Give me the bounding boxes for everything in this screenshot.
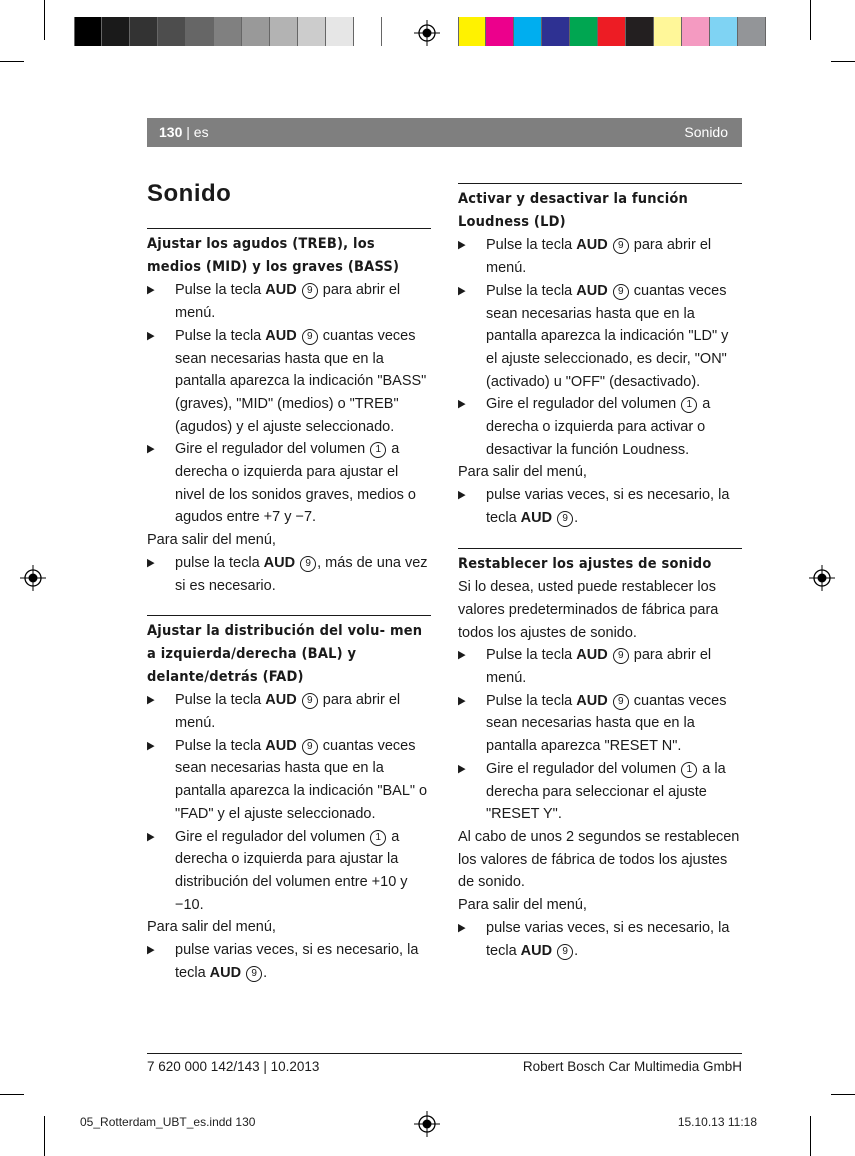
exit-text: Para salir del menú, [147, 919, 276, 936]
color-swatch [158, 17, 186, 46]
crop-mark [810, 0, 811, 40]
key-number-badge: 9 [613, 284, 629, 300]
exit-text: Para salir del menú, [147, 532, 276, 549]
exit-text: Para salir del menú, [458, 897, 587, 914]
color-swatch [74, 17, 102, 46]
key-number-badge: 1 [370, 830, 386, 846]
gray-color-bar [74, 17, 382, 46]
triangle-right-icon: ▶ [147, 443, 155, 456]
intro-text: Si lo desea, usted puede restablecer los valores predeterminados de fábrica para todos los ajustes de sonido. [458, 579, 719, 641]
triangle-right-icon: ▶ [147, 329, 155, 342]
triangle-right-icon: ▶ [458, 921, 466, 934]
key-number-badge: 9 [302, 693, 318, 709]
color-swatch [102, 17, 130, 46]
color-swatch [570, 17, 598, 46]
color-swatch [214, 17, 242, 46]
note-text: Al cabo de unos 2 segundos se restablecen los valores de fábrica de todos los ajustes de sonido. [458, 828, 740, 891]
crop-mark [44, 0, 45, 40]
list-item: ▶ Pulse la tecla AUD 9 cuantas veces sean necesarias hasta que en la pantalla aparezca "RESET N". [458, 690, 742, 758]
key-number-badge: 9 [613, 238, 629, 254]
registration-mark-icon [809, 565, 835, 591]
color-swatch [654, 17, 682, 46]
key-number-badge: 1 [681, 397, 697, 413]
section-heading: Ajustar la distribución del volu- men a izquierda/derecha (BAL) y delante/detrás (FAD) [147, 623, 423, 685]
triangle-right-icon: ▶ [458, 694, 466, 707]
triangle-right-icon: ▶ [458, 762, 466, 775]
key-number-badge: 9 [302, 283, 318, 299]
key-number-badge: 9 [613, 694, 629, 710]
color-swatch [186, 17, 214, 46]
list-item: ▶ Pulse la tecla AUD 9 para abrir el menú. [458, 234, 742, 279]
triangle-right-icon: ▶ [458, 239, 466, 252]
triangle-right-icon: ▶ [147, 556, 155, 569]
crop-mark [831, 61, 855, 62]
company-name: Robert Bosch Car Multimedia GmbH [522, 1059, 742, 1074]
list-item: ▶ Gire el regulador del volumen 1 a derecha o izquierda para activar o desactivar la función Loudness. [458, 393, 742, 461]
list-item: ▶ Pulse la tecla AUD 9 cuantas veces sean necesarias hasta que en la pantalla aparezca la indicación "LD" y el ajuste seleccionado, es decir, "ON" (activado) u "OFF" (desactivado). [458, 280, 742, 394]
triangle-right-icon: ▶ [458, 398, 466, 411]
crop-mark [0, 61, 24, 62]
left-column [147, 228, 431, 1003]
page-header-bar [147, 118, 742, 147]
section-reset [458, 548, 742, 963]
triangle-right-icon: ▶ [147, 739, 155, 752]
doc-number: 7 620 000 142/143 | 10.2013 [147, 1059, 320, 1074]
list-item: ▶ pulse varias veces, si es necesario, la tecla AUD 9 . [147, 939, 431, 984]
crop-mark [44, 1116, 45, 1156]
triangle-right-icon: ▶ [458, 489, 466, 502]
key-number-badge: 9 [557, 511, 573, 527]
registration-mark-icon [414, 1111, 440, 1137]
color-swatch [130, 17, 158, 46]
crop-mark [831, 1094, 855, 1095]
triangle-right-icon: ▶ [147, 944, 155, 957]
footer-rule [147, 1053, 742, 1054]
list-item: ▶ Pulse la tecla AUD 9 para abrir el menú. [147, 689, 431, 734]
key-number-badge: 9 [300, 556, 316, 572]
list-item: ▶ pulse la tecla AUD 9 , más de una vez si es necesario. [147, 552, 431, 597]
key-number-badge: 9 [613, 648, 629, 664]
list-item: ▶ Gire el regulador del volumen 1 a derecha o izquierda para ajustar la distribución del volumen entre +10 y −10. [147, 826, 431, 917]
section-heading: Activar y desactivar la función Loudness (LD) [458, 191, 689, 230]
list-item: ▶ Pulse la tecla AUD 9 para abrir el menú. [458, 644, 742, 689]
process-color-bar [458, 17, 766, 46]
list-item: ▶ pulse varias veces, si es necesario, la tecla AUD 9 . [458, 484, 742, 529]
list-item: ▶ Pulse la tecla AUD 9 cuantas veces sean necesarias hasta que en la pantalla aparezca la indicación "BAL" o "FAD" y el ajuste seleccionado. [147, 735, 431, 826]
color-swatch [326, 17, 354, 46]
page-number: 130 | es [159, 124, 209, 140]
section-name: Sonido [684, 124, 728, 140]
color-swatch [682, 17, 710, 46]
list-item: ▶ Pulse la tecla AUD 9 cuantas veces sean necesarias hasta que en la pantalla aparezca la indicación "BASS" (graves), "MID" (medios) o "TREB" (agudos) y el ajuste seleccionado. [147, 325, 431, 439]
page-title: Sonido [147, 180, 232, 207]
key-number-badge: 1 [681, 762, 697, 778]
right-column [458, 183, 742, 980]
section-balance-fader [147, 615, 431, 984]
key-number-badge: 9 [302, 739, 318, 755]
color-swatch [270, 17, 298, 46]
language-code: es [193, 124, 209, 140]
color-swatch [354, 17, 382, 46]
exit-text: Para salir del menú, [458, 464, 587, 481]
color-swatch [598, 17, 626, 46]
color-swatch [486, 17, 514, 46]
section-treble-mid-bass [147, 228, 431, 597]
key-number-badge: 9 [302, 329, 318, 345]
color-swatch [458, 17, 486, 46]
color-swatch [738, 17, 766, 46]
key-number-badge: 9 [246, 966, 262, 982]
triangle-right-icon: ▶ [458, 284, 466, 297]
key-number-badge: 9 [557, 944, 573, 960]
slug-datetime: 15.10.13 11:18 [677, 1115, 757, 1129]
color-swatch [710, 17, 738, 46]
list-item: ▶ Gire el regulador del volumen 1 a la derecha para seleccionar el ajuste "RESET Y". [458, 758, 742, 826]
registration-mark-icon [414, 20, 440, 46]
slug-filename: 05_Rotterdam_UBT_es.indd 130 [80, 1115, 256, 1129]
list-item: ▶ Gire el regulador del volumen 1 a derecha o izquierda para ajustar el nivel de los sonidos graves, medios o agudos entre +7 y −7. [147, 438, 431, 529]
color-swatch [298, 17, 326, 46]
triangle-right-icon: ▶ [147, 830, 155, 843]
color-swatch [542, 17, 570, 46]
triangle-right-icon: ▶ [147, 694, 155, 707]
color-swatch [626, 17, 654, 46]
section-heading: Ajustar los agudos (TREB), los medios (MID) y los graves (BASS) [147, 236, 400, 275]
key-number-badge: 1 [370, 442, 386, 458]
list-item: ▶ pulse varias veces, si es necesario, la tecla AUD 9 . [458, 917, 742, 962]
color-swatch [242, 17, 270, 46]
registration-mark-icon [20, 565, 46, 591]
triangle-right-icon: ▶ [147, 284, 155, 297]
color-swatch [514, 17, 542, 46]
crop-mark [810, 1116, 811, 1156]
list-item: ▶ Pulse la tecla AUD 9 para abrir el menú. [147, 279, 431, 324]
section-heading: Restablecer los ajustes de sonido [458, 555, 712, 572]
triangle-right-icon: ▶ [458, 649, 466, 662]
crop-mark [0, 1094, 24, 1095]
section-loudness [458, 183, 742, 530]
